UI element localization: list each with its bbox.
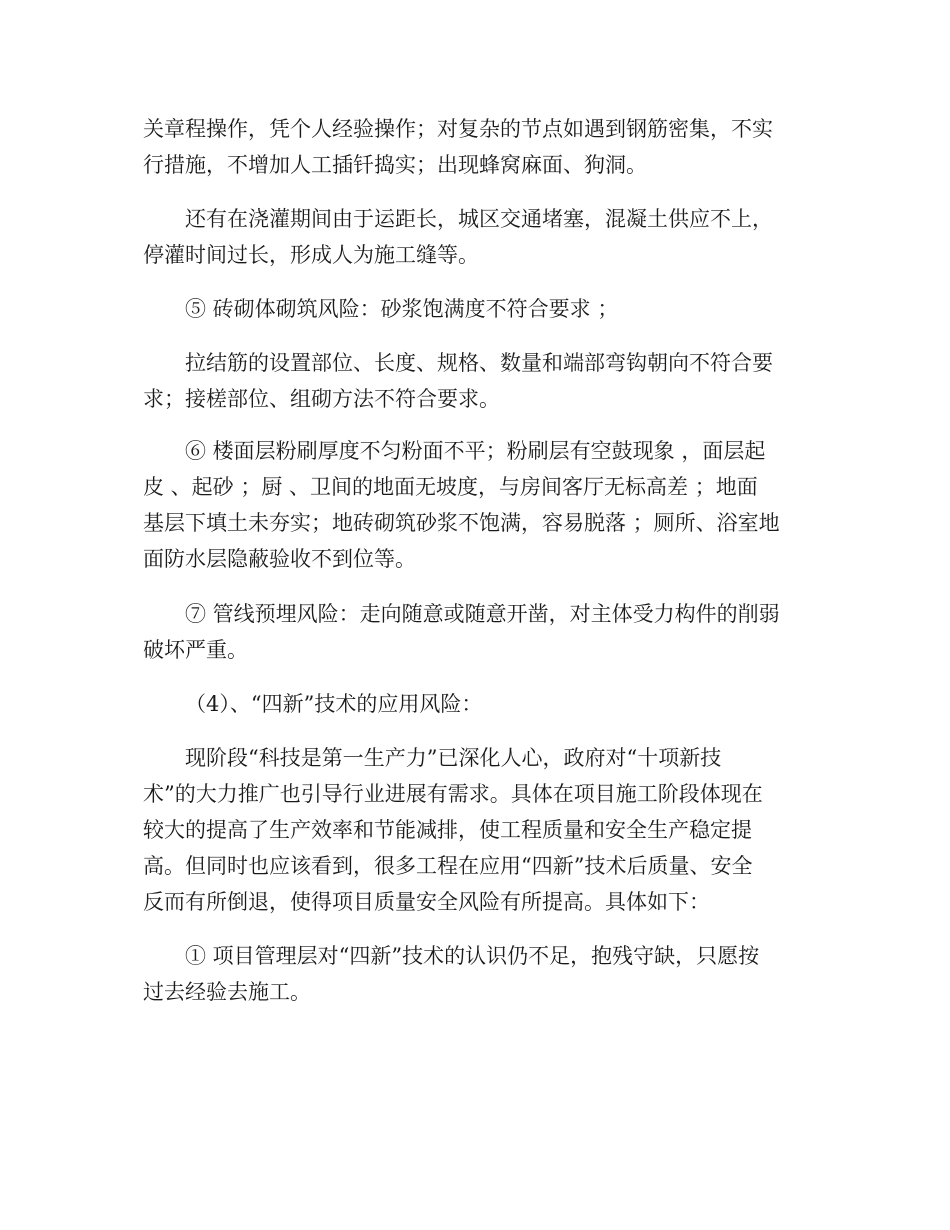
paragraph-tie-bar <box>143 345 823 417</box>
paragraph-pipeline-embedding <box>143 596 823 668</box>
text-line: 皮 、起砂 ；厨 、卫间的地面无坡度，与房间客厅无标高差 ；地面 <box>143 475 758 499</box>
text-line: 破坏严重。 <box>143 638 248 662</box>
text-line: 基层下填土未夯实；地砖砌筑砂浆不饱满，容易脱落 ；厕所、浴室地 <box>143 511 780 535</box>
text-line: 过去经验去施工。 <box>143 980 311 1004</box>
text-line: 术”的大力推广也引导行业进展有需求。具体在项目施工阶段体现在 <box>143 782 763 806</box>
text-line: 停灌时间过长，形成人为施工缝等。 <box>143 243 479 267</box>
text-line: 求；接槎部位、组砌方法不符合要求。 <box>143 387 500 411</box>
text-line: （4）、“四新”技术的应用风险： <box>185 692 483 716</box>
text-line: ⑥ 楼面层粉刷厚度不匀粉面不平；粉刷层有空鼓现象 ，面层起 <box>185 439 766 463</box>
text-line: ⑤ 砖砌体砌筑风险：砂浆饱满度不符合要求 ； <box>185 297 619 321</box>
paragraph-management-awareness <box>143 938 823 1010</box>
paragraph-construction-practice <box>143 111 823 183</box>
paragraph-pouring-delay <box>143 201 823 273</box>
text-line: 现阶段“科技是第一生产力”已深化人心，政府对“十项新技 <box>185 746 722 770</box>
text-line: 关章程操作，凭个人经验操作；对复杂的节点如遇到钢筋密集，不实 <box>143 117 773 141</box>
text-line: 还有在浇灌期间由于运距长，城区交通堵塞，混凝土供应不上， <box>185 207 773 231</box>
text-line: 拉结筋的设置部位、长度、规格、数量和端部弯钩朝向不符合要 <box>185 351 773 375</box>
paragraph-technology-application <box>143 740 823 920</box>
text-line: 反而有所倒退，使得项目质量安全风险有所提高。具体如下： <box>143 890 710 914</box>
paragraph-floor-plastering <box>143 433 823 577</box>
text-line: 高。但同时也应该看到，很多工程在应用“四新”技术后质量、安全 <box>143 854 753 878</box>
text-line: 面防水层隐蔽验收不到位等。 <box>143 547 416 571</box>
section-heading-four-new <box>143 686 823 722</box>
paragraph-masonry-risk <box>143 291 823 327</box>
text-line: 较大的提高了生产效率和节能减排，使工程质量和安全生产稳定提 <box>143 818 752 842</box>
text-line: ① 项目管理层对“四新”技术的认识仍不足，抱残守缺，只愿按 <box>185 944 760 968</box>
text-line: 行措施，不增加人工插钎捣实；出现蜂窝麻面、狗洞。 <box>143 153 647 177</box>
text-line: ⑦ 管线预埋风险：走向随意或随意开凿，对主体受力构件的削弱 <box>185 602 780 626</box>
